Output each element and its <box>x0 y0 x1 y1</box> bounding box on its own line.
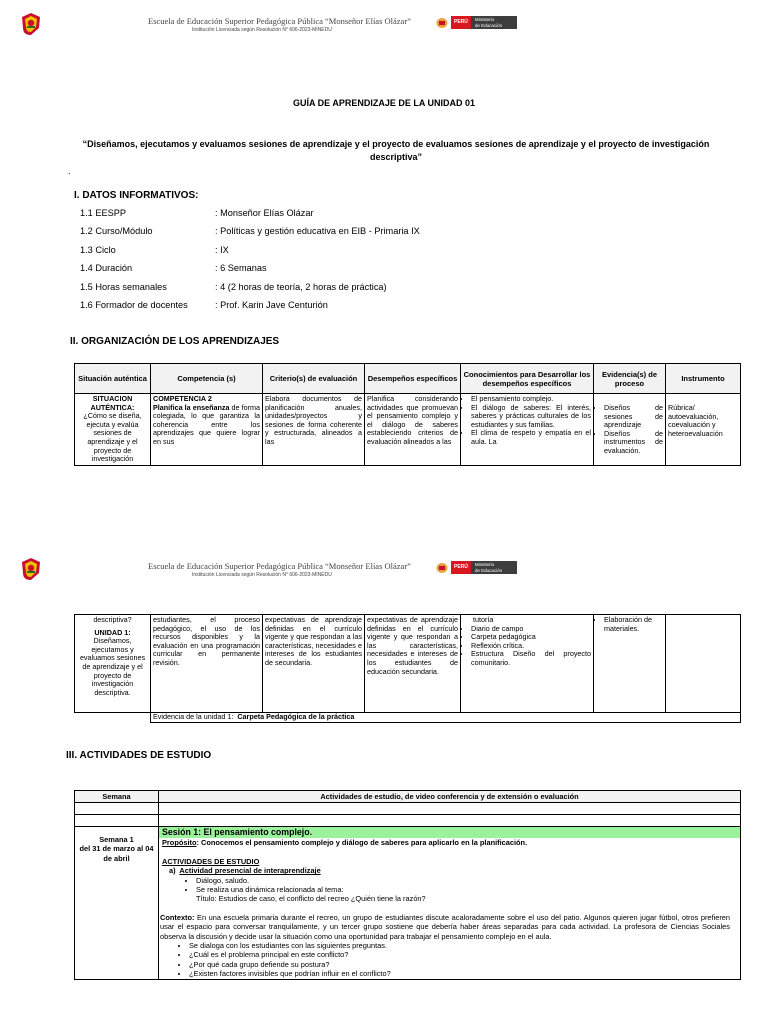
desempeno-cell: Planifica considerando actividades que promuevan el pensamiento complejo y el diálogo de saberes estableciendo criterios de evaluación alineados a las <box>365 394 461 466</box>
col-semana: Semana <box>75 791 159 803</box>
criterio-cell: Elabora documentos de planificación anuales, unidades/proyectos y sesiones de forma coherente y estructurada, alineados a las <box>263 394 365 466</box>
instrumento-cell: Rúbrica/ autoevaluación, coevaluación y heteroevaluación <box>666 394 741 466</box>
peru-shield-icon <box>436 17 448 29</box>
school-name: Escuela de Educación Superior Pedagógica Pública “Monseñor Elías Olázar” <box>148 561 411 571</box>
titulo-line: Título: Estudios de caso, el conflicto del recreo ¿Quién tiene la razón? <box>196 894 426 904</box>
section-datos-heading: I. DATOS INFORMATIVOS: <box>74 190 199 201</box>
actividad-items: • Diálogo, saludo. • Se realiza una dinámica relacionada al tema: <box>159 876 740 895</box>
minedu-logo <box>436 16 517 29</box>
situacion-cell: descriptiva? UNIDAD 1: Diseñamos, ejecutamos y evaluamos sesiones de aprendizaje y el proyecto de investigación descriptiva. <box>75 615 151 713</box>
page-title: GUÍA DE APRENDIZAJE DE LA UNIDAD 01 <box>292 98 476 108</box>
peru-label: PERÚ <box>451 561 471 574</box>
peru-shield-icon <box>436 562 448 574</box>
datos-row: 1.4 Duración : 6 Semanas <box>80 263 267 274</box>
datos-row: 1.5 Horas semanales : 4 (2 horas de teoría, 2 horas de práctica) <box>80 281 387 292</box>
peru-label: PERÚ <box>451 16 471 29</box>
datos-list <box>80 208 420 318</box>
col-header: Criterio(s) de evaluación <box>263 364 365 394</box>
institution-logo <box>20 12 42 41</box>
section-actividades-heading: III. ACTIVIDADES DE ESTUDIO <box>66 750 212 761</box>
organizacion-table <box>74 363 741 466</box>
col-header: Situación auténtica <box>75 364 151 394</box>
col-header: Evidencia(s) de proceso <box>594 364 666 394</box>
questions-list: • Se dialoga con los estudiantes con las siguientes preguntas. • ¿Cuál es el problema principal en este conflicto? • ¿Por qué cada grupo defiende su postura? • ¿Existen factores invisibles que podrían influir en el conflicto? <box>159 941 740 979</box>
desempeno-cell: expectativas de aprendizaje definidas en el currículo vigente y que respondan a las características, necesidades e intereses de los estudiantes de educación secundaria. <box>365 615 461 713</box>
actividades-table <box>74 790 741 980</box>
session-cell <box>159 827 741 980</box>
ministry-label: Ministerio de Educación <box>471 561 517 574</box>
criterio-cell: expectativas de aprendizaje definidas en el currículo vigente y que respondan a las características, necesidades e intereses de los estudiantes de secundaria. <box>263 615 365 713</box>
col-actividades: Actividades de estudio, de video conferencia y de extensión o evaluación <box>159 791 741 803</box>
datos-row: 1.6 Formador de docentes : Prof. Karin Jave Centurión <box>80 299 328 310</box>
institution-logo <box>20 557 42 586</box>
datos-row: 1.3 Ciclo : IX <box>80 244 229 255</box>
competencia-cell: COMPETENCIA 2 Planifica la enseñanza de forma colegiada, lo que garantiza la coherencia entre los aprendizajes que quiere lograr en sus <box>151 394 263 466</box>
organizacion-table-continued <box>74 614 741 723</box>
situacion-cell: SITUACION AUTÉNTICA: ¿Cómo se diseña, ejecuta y evalúa sesiones de aprendizaje y el proyecto de investigación <box>75 394 151 466</box>
evidencias-cell: • Diseños de sesiones de aprendizaje • Diseños de instrumentos de evaluación. <box>594 394 666 466</box>
contexto-paragraph: Contexto: En una escuela primaria durante el recreo, un grupo de estudiantes discute acaloradamente sobre el uso del patio. Algunos quieren jugar fútbol, otros prefieren usar el espacio para conversar tranquilamente, y un tercer grupo sostiene que debería haber áreas separadas para cada actividad. La profesora de Ciencias Sociales observa la discusión y decide usar la situación como una oportunidad para trabajar el pensamiento complejo en el aula. <box>160 912 730 941</box>
session-title: Sesión 1: El pensamiento complejo. <box>159 827 740 838</box>
license-text: Institución Licenciada según Resolución N° 606-2023-MINEDU <box>192 27 332 33</box>
conocimientos-cell: tutoría • Diario de campo • Carpeta pedagógica • Reflexión crítica. • Estructura Diseño del proyecto comunitario. <box>461 615 594 713</box>
col-header: Desempeños específicos <box>365 364 461 394</box>
col-header: Conocimientos para Desarrollar los desempeños específicos <box>461 364 594 394</box>
instrumento-cell <box>666 615 741 713</box>
actividad-presencial: a) Actividad presencial de interaprendizaje <box>169 866 321 876</box>
page-subtitle: “Diseñamos, ejecutamos y evaluamos sesiones de aprendizaje y el proyecto de evaluamos sesiones de aprendizaje y el proyecto de investigación descriptiva” <box>82 139 710 162</box>
col-header: Instrumento <box>666 364 741 394</box>
minedu-logo <box>436 561 517 574</box>
stray-dot: . <box>68 166 71 176</box>
proposito-line: Propósito: Conocemos el pensamiento complejo y diálogo de saberes para aplicarlo en la planificación. <box>162 838 528 848</box>
evidencia-unidad-row: Evidencia de la unidad 1: Carpeta Pedagógica de la práctica <box>151 713 741 723</box>
ministry-label: Ministerio de Educación <box>471 16 517 29</box>
week-cell: Semana 1 del 31 de marzo al 04 de abril <box>75 827 159 980</box>
evidencias-cell: • Elaboración de materiales. <box>594 615 666 713</box>
actividades-heading: ACTIVIDADES DE ESTUDIO <box>162 856 260 866</box>
competencia-cell: estudiantes, el proceso pedagógico, el uso de los recursos disponibles y la evaluación en una programación curricular en permanente revisión. <box>151 615 263 713</box>
conocimientos-cell: • El pensamiento complejo. • El diálogo de saberes: El interés, saberes y prácticas culturales de los estudiantes y sus familias. • El clima de respeto y empatía en el aula. La <box>461 394 594 466</box>
datos-row: 1.1 EESPP : Monseñor Elías Olázar <box>80 208 314 218</box>
col-header: Competencia (s) <box>151 364 263 394</box>
datos-row: 1.2 Curso/Módulo : Políticas y gestión educativa en EIB - Primaria IX <box>80 226 420 237</box>
license-text: Institución Licenciada según Resolución N° 606-2023-MINEDU <box>192 572 332 578</box>
section-organizacion-heading: II. ORGANIZACIÓN DE LOS APRENDIZAJES <box>70 336 280 347</box>
school-name: Escuela de Educación Superior Pedagógica Pública “Monseñor Elías Olázar” <box>148 16 411 26</box>
